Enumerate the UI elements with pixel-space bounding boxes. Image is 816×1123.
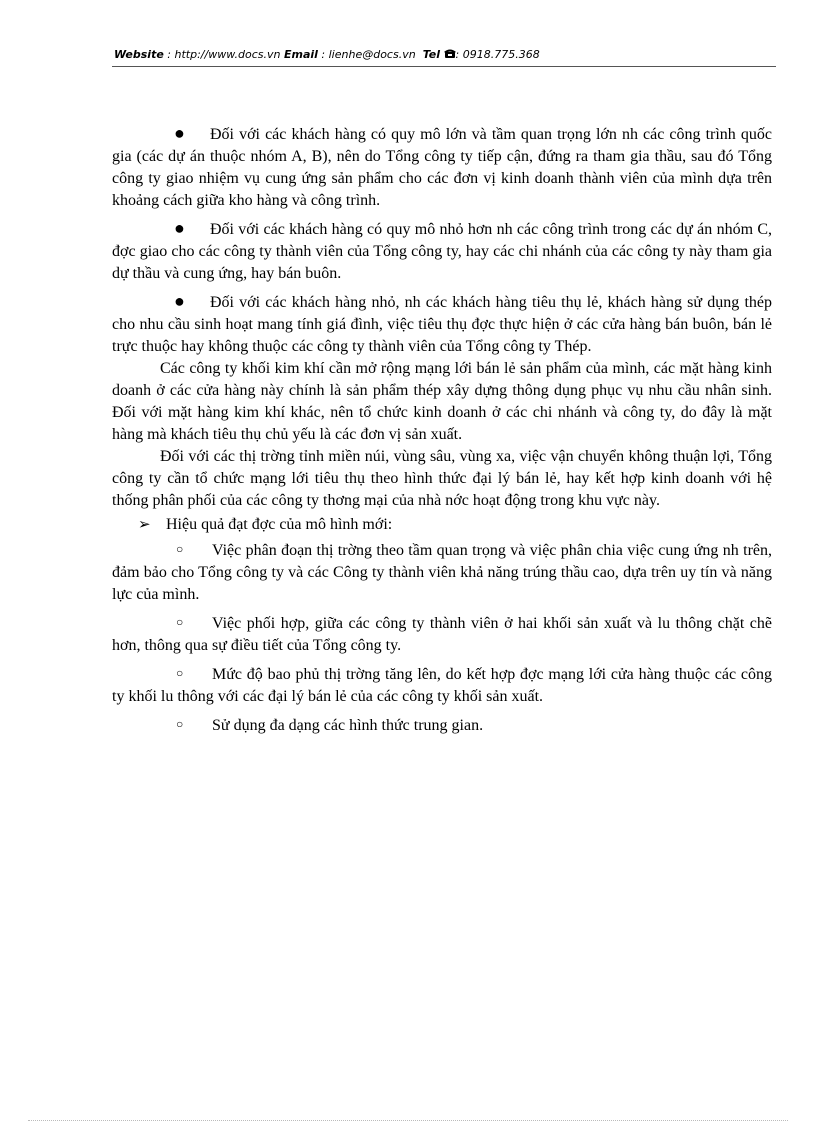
circle-bullet-icon: ○ [176, 717, 184, 731]
website-separator: : [163, 48, 175, 61]
document-body [112, 122, 772, 742]
bullet-paragraph-3 [112, 290, 772, 358]
bullet-text-2: Đối với các khách hàng có quy mô nhỏ hơn nh các công trình trong các dự án nhóm C, đợc giao cho các công ty thành viên của Tổng công ty, hay các chi nhánh của các công ty này tham gia dự thầu và cung ứng, hay bán buôn. [112, 221, 772, 282]
sub-item-text-2: Việc phối hợp, giữa các công ty thành viên ở hai khối sản xuất và lu thông chặt chẽ hơn, thông qua sự điều tiết của Tổng công ty. [112, 615, 772, 654]
sub-item-text-4: Sử dụng đa dạng các hình thức trung gian. [212, 717, 484, 734]
bullet-text-1: Đối với các khách hàng có quy mô lớn và tầm quan trọng lớn nh các công trình quốc gia (các dự án thuộc nhóm A, B), nên do Tổng công ty tiếp cận, đứng ra tham gia thầu, sau đó Tổng công ty giao nhiệm vụ cung ứng sản phẩm cho các đơn vị kinh doanh thành viên của mình dựa trên khoảng cách giữa kho hàng và công trình. [112, 126, 772, 209]
tel-label: Tel [422, 48, 441, 61]
tel-value: : 0918.775.368 [455, 48, 540, 61]
circle-bullet-icon: ○ [176, 615, 184, 629]
paragraph-2: Đối với các thị trờng tỉnh miền núi, vùng sâu, vùng xa, việc vận chuyển không thuận lợi, Tổng công ty cần tổ chức mạng lới tiêu thụ theo hình thức đại lý bán lẻ, hay kết hợp kinh doanh với hệ thống phân phối của các công ty thơng mại của nhà nớc hoạt động trong khu vực này. [112, 448, 772, 509]
header-divider [112, 66, 776, 67]
results-heading-text: Hiệu quả đạt đợc của mô hình mới: [166, 516, 393, 533]
bullet-paragraph-1 [112, 122, 772, 212]
results-heading [112, 514, 772, 536]
arrow-bullet-icon: ➢ [138, 517, 151, 533]
email-value[interactable]: lienhe@docs.vn [328, 48, 416, 61]
phone-icon [444, 48, 456, 62]
email-separator: : [317, 48, 329, 61]
website-label: Website [114, 48, 164, 61]
sub-item-text-3: Mức độ bao phủ thị trờng tăng lên, do kết hợp đợc mạng lới cửa hàng thuộc các công ty khối lu thông với các đại lý bán lẻ của các công ty khối sản xuất. [112, 666, 772, 705]
bullet-paragraph-2 [112, 217, 772, 285]
bullet-dot-icon: ● [174, 218, 185, 238]
sub-item-3 [112, 662, 772, 708]
sub-item-4 [112, 713, 772, 737]
sub-item-text-1: Việc phân đoạn thị trờng theo tầm quan trọng và việc phân chia việc cung ứng nh trên, đảm bảo cho Tổng công ty và các Công ty thành viên khả năng trúng thầu cao, dựa trên uy tín và năng lực của mình. [112, 542, 772, 603]
page-bottom-border [28, 1120, 788, 1121]
bullet-dot-icon: ● [174, 123, 185, 143]
sub-item-2 [112, 611, 772, 657]
circle-bullet-icon: ○ [176, 542, 184, 556]
website-url[interactable]: http://www.docs.vn [174, 48, 281, 61]
email-label: Email [283, 48, 318, 61]
bullet-text-3: Đối với các khách hàng nhỏ, nh các khách hàng tiêu thụ lẻ, khách hàng sử dụng thép cho nhu cầu sinh hoạt mang tính giá đình, việc tiêu thụ đợc thực hiện ở các cửa hàng bán buôn, bán lẻ trực thuộc hay không thuộc các công ty thành viên của Tổng công ty Thép. [112, 294, 772, 355]
sub-item-1 [112, 538, 772, 606]
circle-bullet-icon: ○ [176, 666, 184, 680]
page-header [114, 48, 776, 66]
paragraph-1: Các công ty khối kim khí cần mở rộng mạng lới bán lẻ sản phẩm của mình, các mặt hàng kinh doanh ở các cửa hàng này chính là sản phẩm thép xây dựng thông dụng phục vụ nhu cầu nhân sinh. Đối với mặt hàng kim khí khác, nên tổ chức kinh doanh ở các chi nhánh và công ty, do đây là mặt hàng mà khách tiêu thụ chủ yếu là các đơn vị sản xuất. [112, 360, 772, 443]
bullet-dot-icon: ● [174, 291, 185, 311]
